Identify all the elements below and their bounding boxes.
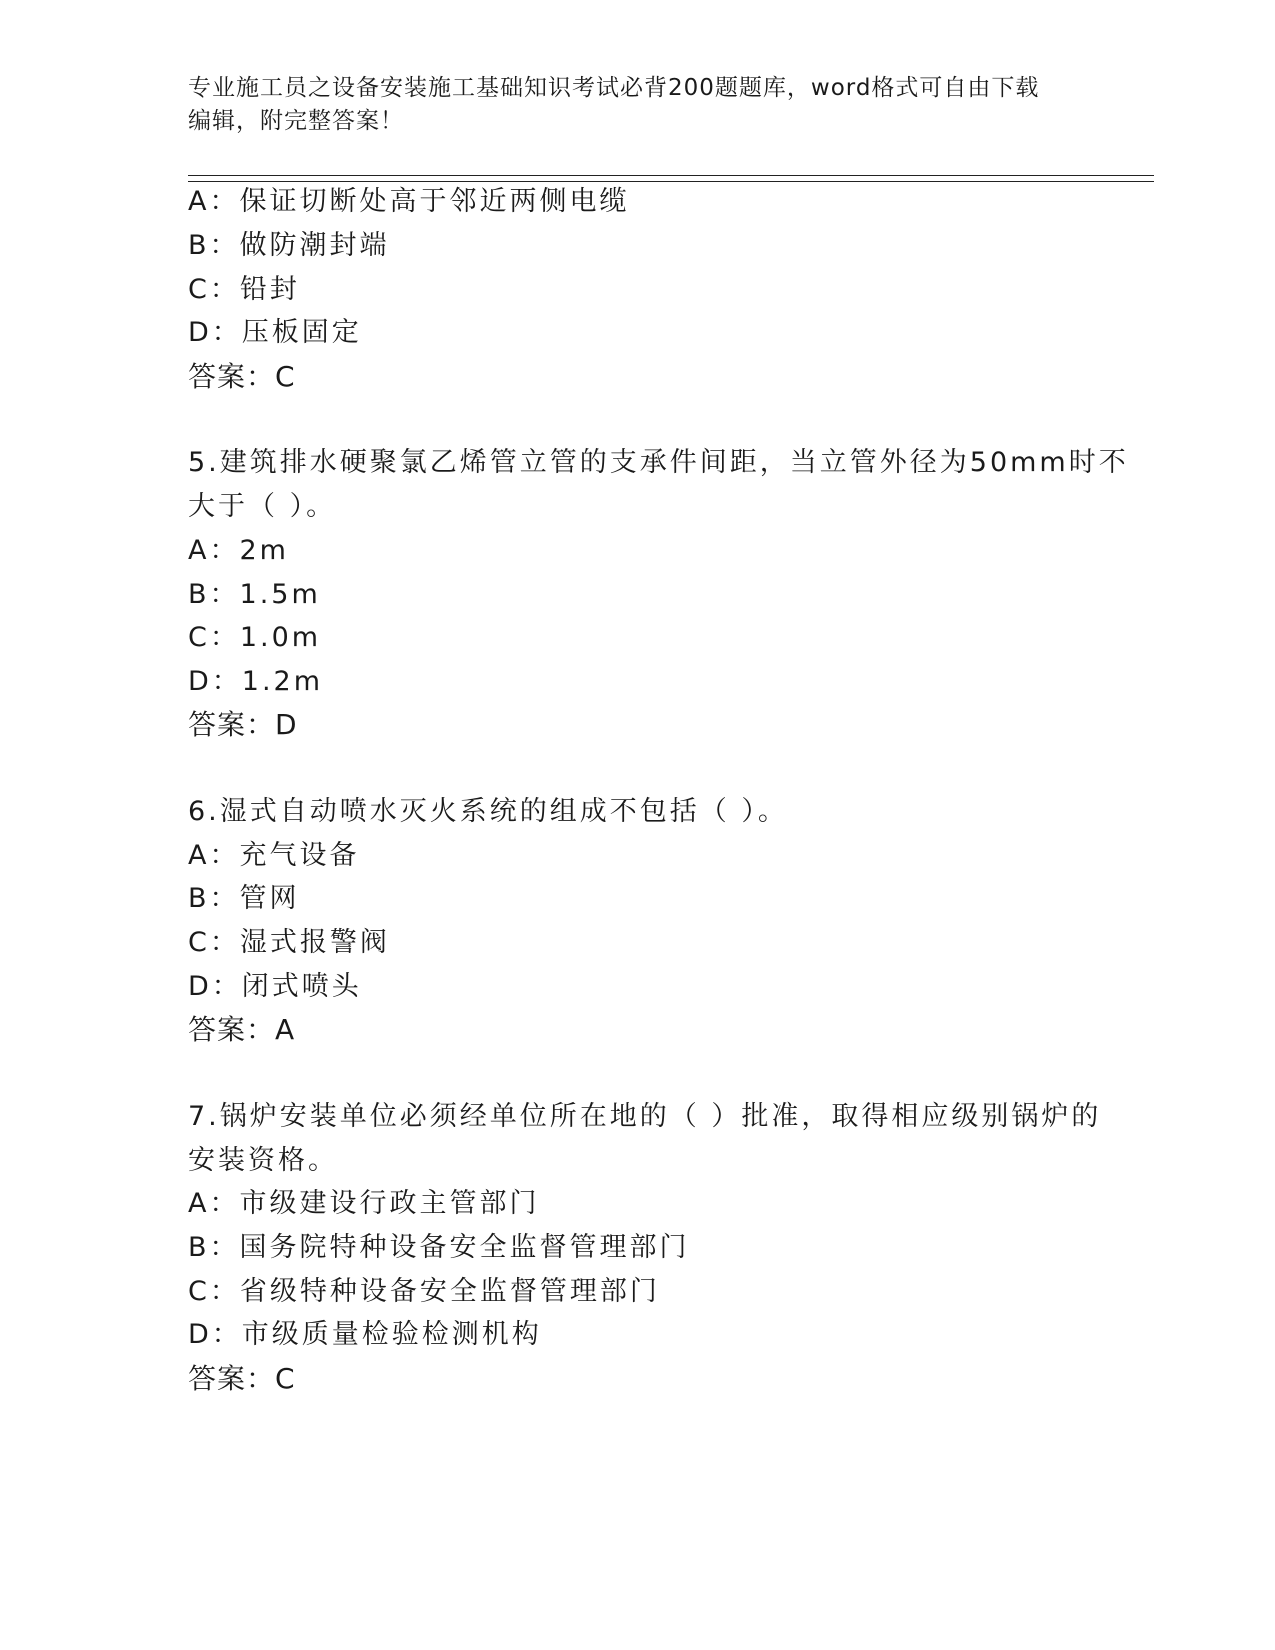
q7-option-b: B：国务院特种设备安全监督管理部门 — [188, 1232, 690, 1263]
header-divider-bottom — [188, 181, 1154, 182]
q7-option-d: D：市级质量检验检测机构 — [188, 1319, 542, 1350]
q4-option-c: C：铅封 — [188, 274, 300, 305]
q4-answer: 答案：C — [188, 360, 296, 393]
q4-option-b: B：做防潮封端 — [188, 230, 390, 261]
q7-stem-line1: 7.锅炉安装单位必须经单位所在地的（ ）批准，取得相应级别锅炉的 — [188, 1101, 1102, 1132]
q7-answer: 答案：C — [188, 1362, 296, 1395]
q6-stem-line1: 6.湿式自动喷水灭火系统的组成不包括（ ）。 — [188, 796, 788, 827]
q7-option-c: C：省级特种设备安全监督管理部门 — [188, 1276, 660, 1307]
q5-answer: 答案：D — [188, 708, 298, 741]
q4-option-a: A：保证切断处高于邻近两侧电缆 — [188, 186, 630, 217]
document-header — [188, 72, 1088, 138]
header-divider-top — [188, 175, 1154, 176]
q5-stem-line1: 5.建筑排水硬聚氯乙烯管立管的支承件间距，当立管外径为50mm时不 — [188, 447, 1129, 478]
q6-answer: 答案：A — [188, 1013, 296, 1046]
header-title-line1: 专业施工员之设备安装施工基础知识考试必背200题题库，word格式可自由下载 — [188, 75, 1040, 101]
q5-option-d: D：1.2m — [188, 666, 324, 697]
q6-option-b: B：管网 — [188, 883, 300, 914]
q7-option-a: A：市级建设行政主管部门 — [188, 1188, 540, 1219]
q5-stem-line2: 大于（ ）。 — [188, 491, 337, 522]
q5-option-c: C：1.0m — [188, 622, 322, 653]
q5-option-b: B：1.5m — [188, 579, 321, 610]
q7-stem-line2: 安装资格。 — [188, 1145, 338, 1176]
q6-option-c: C：湿式报警阀 — [188, 927, 390, 958]
header-title-line2: 编辑，附完整答案！ — [188, 108, 404, 134]
q6-option-a: A：充气设备 — [188, 840, 360, 871]
q4-option-d: D：压板固定 — [188, 317, 362, 348]
q6-option-d: D：闭式喷头 — [188, 971, 362, 1002]
q5-option-a: A：2m — [188, 535, 289, 566]
